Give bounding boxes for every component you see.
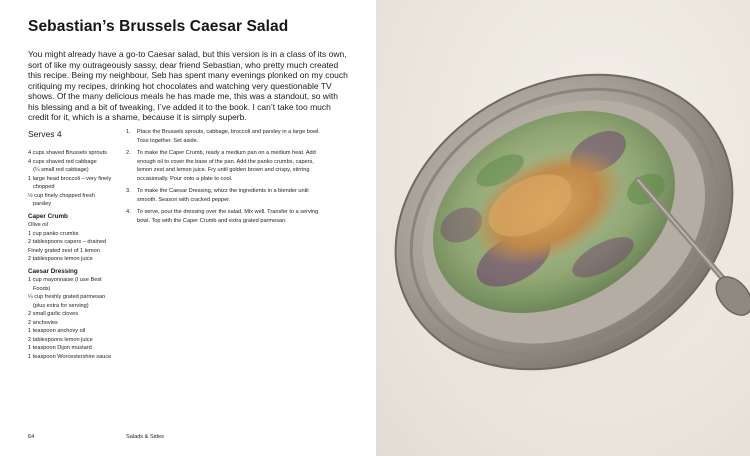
ingredient-item: 2 tablespoons lemon juice <box>28 256 93 262</box>
ingredient-item: 1 teaspoon Worcestershire sauce <box>28 353 112 360</box>
ingredient-item: 1 teaspoon anchovy oil <box>28 328 86 334</box>
method-step <box>126 128 320 145</box>
caesar-dressing-heading: Caesar Dressing <box>28 267 78 275</box>
ingredient-item: 2 anchovies <box>28 319 58 326</box>
ingredient-item: 2 small garlic cloves <box>28 311 79 317</box>
step-number: 1. <box>126 129 131 135</box>
recipe-intro: You might already have a go-to Caesar salad, but this version is in a class of its own, sort of like my outrageously sassy, dear friend Sebastian, who pretty much created this recipe. Being my neighbour, Seb has spent many evenings plonked on my couch critiquing my recipes, drinking hot chocolates and watching very questionable TV shows. Of the many delicious meals he has made me, this was a standout, so with his blessing and a bit of tweaking, I’ve added it to the book. I can’t take too much credit for it, which is a shame, because it is simply superb. <box>28 49 348 122</box>
step-number: 4. <box>126 209 131 215</box>
ingredient-item: ½ cup finely chopped fresh <box>28 192 95 199</box>
salad-photo <box>376 0 750 456</box>
ingredient-item: 1 cup mayonnaise (I use Best <box>28 277 102 283</box>
ingredient-item: 1 cup panko crumbs <box>28 230 79 237</box>
page-number: 64 <box>28 434 35 440</box>
step-number: 3. <box>126 188 131 194</box>
ingredient-item: Foods) <box>33 285 51 292</box>
method-step <box>126 149 320 183</box>
ingredient-item: chopped <box>33 184 55 190</box>
step-text: To make the Caesar Dressing, whizz the ingredients in a blender until smooth. Season with cracked pepper. <box>137 188 309 203</box>
step-text: Place the Brussels sprouts, cabbage, broccoli and parsley in a large bowl. Toss together. Set aside. <box>137 129 320 144</box>
serves-label: Serves 4 <box>28 129 62 139</box>
ingredient-item: 2 tablespoons lemon juice <box>28 336 93 343</box>
section-name: Salads & Sides <box>126 434 164 440</box>
ingredients-list <box>28 149 122 361</box>
recipe-title: Sebastian’s Brussels Caesar Salad <box>28 18 289 35</box>
ingredient-item: 4 cups shaved red cabbage <box>28 158 97 165</box>
ingredient-item: (¼ small red cabbage) <box>33 167 89 173</box>
ingredient-item: Olive oil <box>28 222 48 228</box>
method-step <box>126 187 320 204</box>
step-text: To serve, pour the dressing over the salad. Mix well. Transfer to a serving bowl. Top with the Caper Crumb and extra grated parmesan. <box>137 209 319 224</box>
ingredient-item: 4 cups shaved Brussels sprouts <box>28 150 107 156</box>
ingredient-item: 2 tablespoons capers – drained <box>28 239 107 245</box>
method-steps <box>126 128 320 229</box>
caper-crumb-heading: Caper Crumb <box>28 212 68 220</box>
ingredient-item: 1 large head broccoli – very finely <box>28 175 112 182</box>
step-number: 2. <box>126 150 131 156</box>
salad-platter-illustration <box>376 0 750 456</box>
step-text: To make the Caper Crumb, ready a medium pan on a medium heat. Add enough oil to cover the base of the pan. Add the panko crumbs, capers, lemon zest and lemon juice. Fry until golden brown and crispy, stirring occasionally. Pour onto a plate to cool. <box>137 150 316 182</box>
ingredient-item: 1 teaspoon Dijon mustard <box>28 345 92 351</box>
method-step <box>126 208 320 225</box>
ingredient-item: ¼ cup freshly grated parmesan <box>28 294 106 300</box>
ingredient-item: parsley <box>33 201 52 207</box>
ingredient-item: Finely grated zest of 1 lemon <box>28 247 100 254</box>
ingredient-item: (plus extra for serving) <box>33 302 89 309</box>
